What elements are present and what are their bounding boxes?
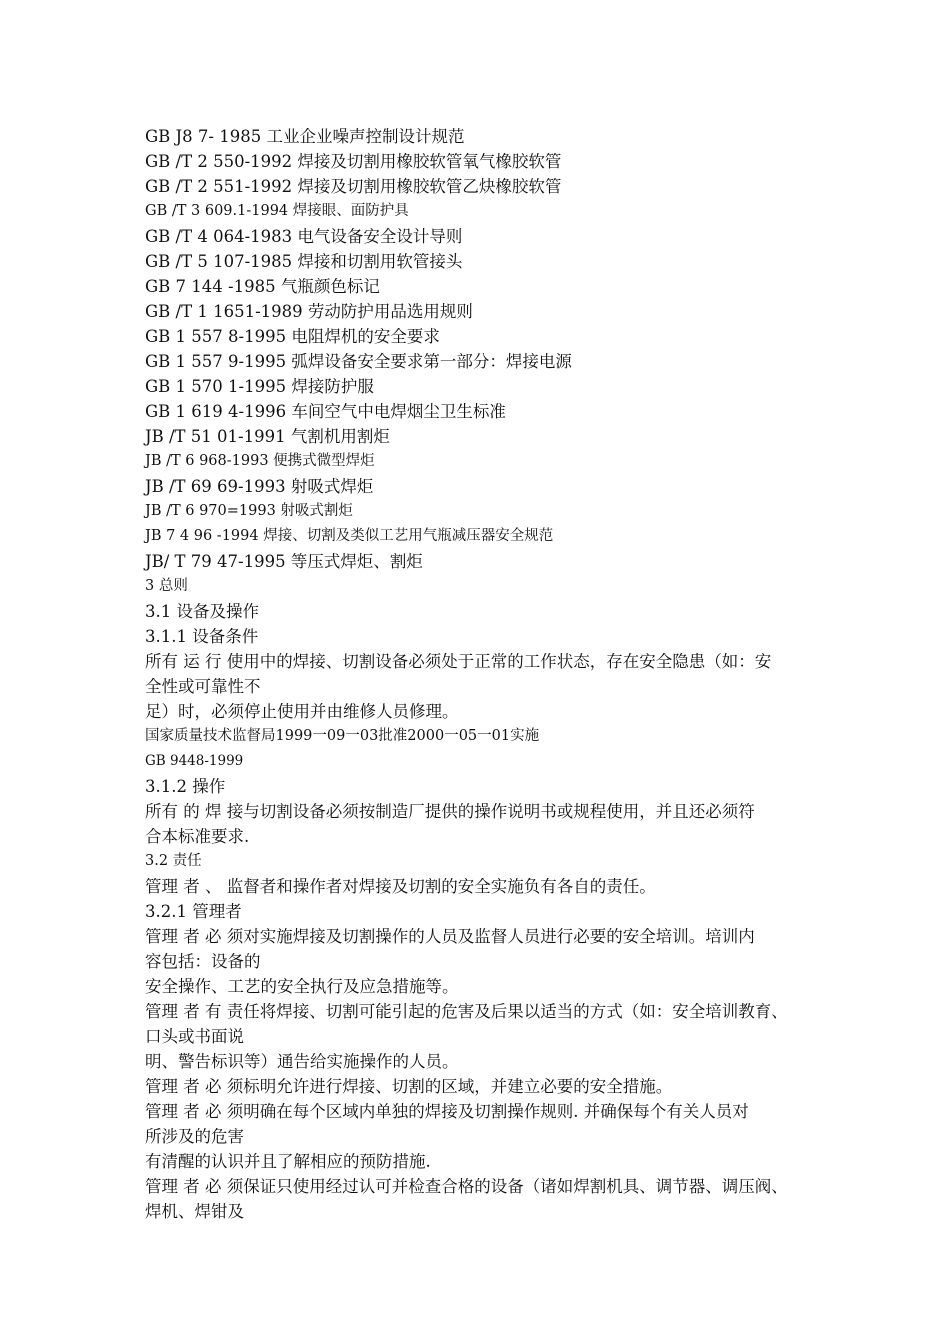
paragraph-line: 所涉及的危害: [145, 1127, 244, 1146]
section-heading: 3 总则: [145, 578, 188, 594]
paragraph-line: 口头或书面说: [145, 1027, 244, 1046]
paragraph-line: 所有 的 焊 接与切割设备必须按制造厂提供的操作说明书或规程使用，并且还必须符: [145, 802, 755, 821]
standard-reference-line: JB /T 6 968-1993 便携式微型焊炬: [145, 453, 375, 469]
section-heading: 3.2 责任: [145, 853, 202, 869]
standard-reference-line: GB /T 1 1651-1989 劳动防护用品选用规则: [145, 302, 473, 321]
standard-reference-line: GB 7 144 -1985 气瓶颜色标记: [145, 277, 380, 296]
paragraph-line: 管理 者 有 责任将焊接、切割可能引起的危害及后果以适当的方式（如：安全培训教育、: [145, 1002, 788, 1021]
paragraph-line: 合本标准要求.: [145, 827, 250, 846]
paragraph-line: 容包括：设备的: [145, 952, 261, 971]
section-heading: 3.1 设备及操作: [145, 602, 259, 621]
paragraph-line: 焊机、焊钳及: [145, 1202, 244, 1221]
section-heading: 3.2.1 管理者: [145, 902, 242, 921]
paragraph-line: 管理 者 必 须标明允许进行焊接、切割的区域，并建立必要的安全措施。: [145, 1077, 673, 1096]
standard-reference-line: GB 1 557 8-1995 电阻焊机的安全要求: [145, 327, 440, 346]
paragraph-line: 管理 者 必 须保证只使用经过认可并检查合格的设备（诸如焊割机具、调节器、调压阀、: [145, 1177, 788, 1196]
standard-reference-line: JB /T 69 69-1993 射吸式焊炬: [145, 477, 374, 496]
standard-reference-line: JB 7 4 96 -1994 焊接、切割及类似工艺用气瓶减压器安全规范: [145, 528, 554, 544]
paragraph-line: 明、警告标识等）通告给实施操作的人员。: [145, 1052, 459, 1071]
standard-reference-line: JB /T 6 970=1993 射吸式割炬: [145, 503, 353, 519]
standard-reference-line: GB 1 557 9-1995 弧焊设备安全要求第一部分：焊接电源: [145, 352, 572, 371]
paragraph-line: 安全操作、工艺的安全执行及应急措施等。: [145, 977, 459, 996]
standard-reference-line: GB /T 2 551-1992 焊接及切割用橡胶软管乙炔橡胶软管: [145, 177, 562, 196]
standard-reference-line: GB J8 7- 1985 工业企业噪声控制设计规范: [145, 127, 465, 146]
document-body: [145, 574, 835, 1224]
paragraph-line: 所有 运 行 使用中的焊接、切割设备必须处于正常的工作状态，存在安全隐患（如：安: [145, 652, 772, 671]
standard-reference-line: GB 1 619 4-1996 车间空气中电焊烟尘卫生标准: [145, 402, 506, 421]
paragraph-line: GB 9448-1999: [145, 753, 244, 769]
standard-reference-line: GB 1 570 1-1995 焊接防护服: [145, 377, 374, 396]
standard-reference-line: GB /T 5 107-1985 焊接和切割用软管接头: [145, 252, 463, 271]
paragraph-line: 管理 者 必 须对实施焊接及切割操作的人员及监督人员进行必要的安全培训。培训内: [145, 927, 755, 946]
standard-reference-line: GB /T 4 064-1983 电气设备安全设计导则: [145, 227, 463, 246]
paragraph-line: 国家质量技术监督局1999一09一03批准2000一05一01实施: [145, 728, 540, 744]
standards-reference-list: [145, 124, 835, 574]
paragraph-line: 全性或可靠性不: [145, 677, 261, 696]
paragraph-line: 有清醒的认识并且了解相应的预防措施.: [145, 1152, 431, 1171]
section-heading: 3.1.1 设备条件: [145, 627, 259, 646]
paragraph-line: 管理 者 必 须明确在每个区域内单独的焊接及切割操作规则. 并确保每个有关人员对: [145, 1102, 749, 1121]
paragraph-line: 管理 者 、 监督者和操作者对焊接及切割的安全实施负有各自的责任。: [145, 877, 656, 896]
standard-reference-line: JB /T 51 01-1991 气割机用割炬: [145, 427, 390, 446]
standard-reference-line: GB /T 2 550-1992 焊接及切割用橡胶软管氧气橡胶软管: [145, 152, 562, 171]
standard-reference-line: GB /T 3 609.1-1994 焊接眼、面防护具: [145, 203, 409, 219]
document-page: [145, 124, 835, 1224]
section-heading: 3.1.2 操作: [145, 777, 226, 796]
paragraph-line: 足）时，必须停止使用并由维修人员修理。: [145, 702, 459, 721]
standard-reference-line: JB/ T 79 47-1995 等压式焊炬、割炬: [145, 552, 423, 571]
